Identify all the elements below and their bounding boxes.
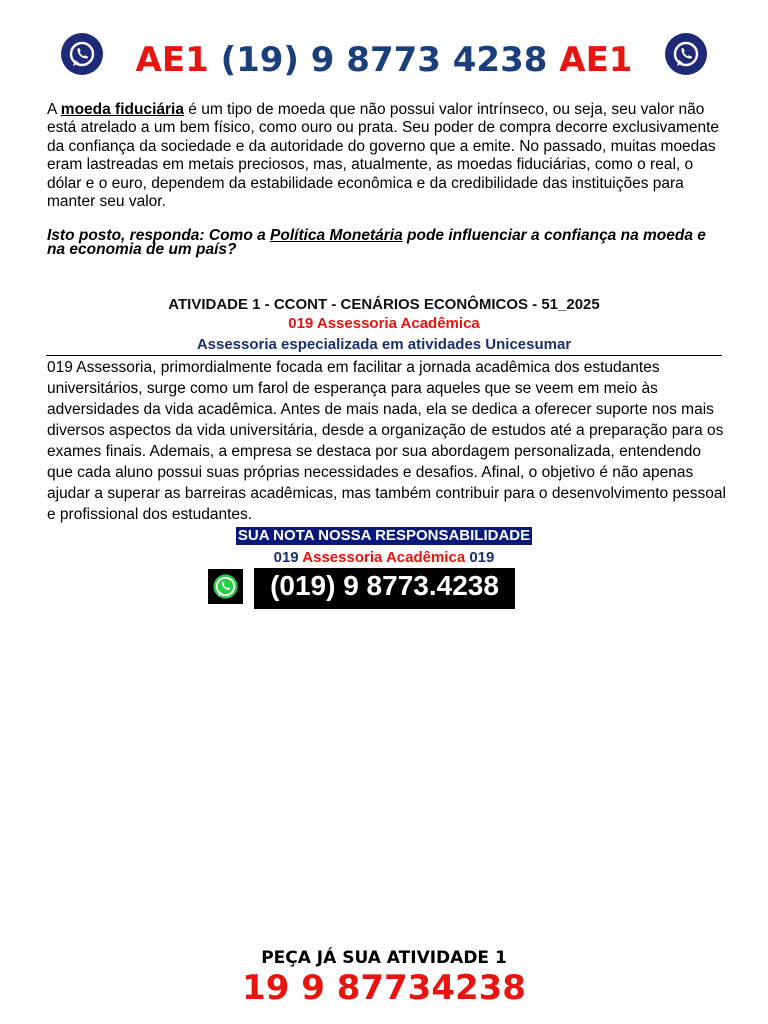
slogan-banner: SUA NOTA NOSSA RESPONSABILIDADE [237, 527, 531, 544]
order-call-to-action: PEÇA JÁ SUA ATIVIDADE 1 [261, 948, 507, 968]
question-suffix: pode influenciar a confiança na moeda e na economia de um país? [47, 227, 706, 258]
header-tag-right: AE1 [559, 40, 633, 80]
brand-post: 019 [469, 549, 495, 566]
intro-term: moeda fiduciária [60, 101, 184, 118]
brand-pre: 019 [273, 549, 299, 566]
header-phone-line [0, 38, 768, 82]
company-name: 019 Assessoria Acadêmica [288, 315, 480, 332]
divider [46, 355, 722, 356]
question-prefix: Isto posto, responda: Como a [47, 227, 271, 244]
whatsapp-icon[interactable] [665, 33, 707, 75]
banner-row [0, 527, 768, 545]
contact-phone[interactable]: (019) 9 8773.4238 [254, 568, 515, 609]
footer-phone[interactable]: 19 9 87734238 [242, 968, 526, 1008]
question-term: Política Monetária [270, 227, 403, 244]
company-tagline: Assessoria especializada em atividades Unicesumar [196, 336, 572, 353]
intro-text: é um tipo de moeda que não possui valor intrínseco, ou seja, seu valor não está atrelado a um bem físico, como ouro ou prata. Seu poder de compra decorre exclusivamente da confiança da sociedade e da autoridade do governo que a emite. No passado, muitas moedas eram lastreadas em metais preciosos, mas, atualmente, as moedas fiduciárias, como o real, o dólar e o euro, dependem da estabilidade econômica e da credibilidade das instituições para manter seu valor. [47, 101, 720, 211]
body-paragraph: 019 Assessoria, primordialmente focada em facilitar a jornada acadêmica dos estudantes universitários, surge como um farol de esperança para aqueles que se veem em meio às adversidades da vida acadêmica. Antes de mais nada, ela se dedica a oferecer suporte nos mais diversos aspectos da vida universitária, desde a organização de estudos até a preparação para os exames finais. Ademais, a empresa se destaca por sua abordagem personalizada, entendendo que cada aluno possui suas próprias necessidades e desafios. Afinal, o objetivo é não apenas ajudar a superar as barreiras acadêmicas, mas também contribuir para o desenvolvimento pessoal e profissional dos estudantes. [47, 359, 726, 523]
whatsapp-icon[interactable] [208, 569, 243, 604]
intro-prefix: A [47, 101, 61, 118]
header-tag-left: AE1 [135, 40, 209, 80]
header-phone[interactable]: (19) 9 8773 4238 [220, 40, 548, 80]
header [0, 30, 768, 90]
question [47, 229, 727, 257]
intro-paragraph [47, 101, 727, 211]
brand-line [0, 548, 768, 567]
brand-mid: Assessoria Acadêmica [302, 549, 466, 566]
activity-title: ATIVIDADE 1 - CCONT - CENÁRIOS ECONÔMICOS - 51_2025 [168, 296, 600, 313]
